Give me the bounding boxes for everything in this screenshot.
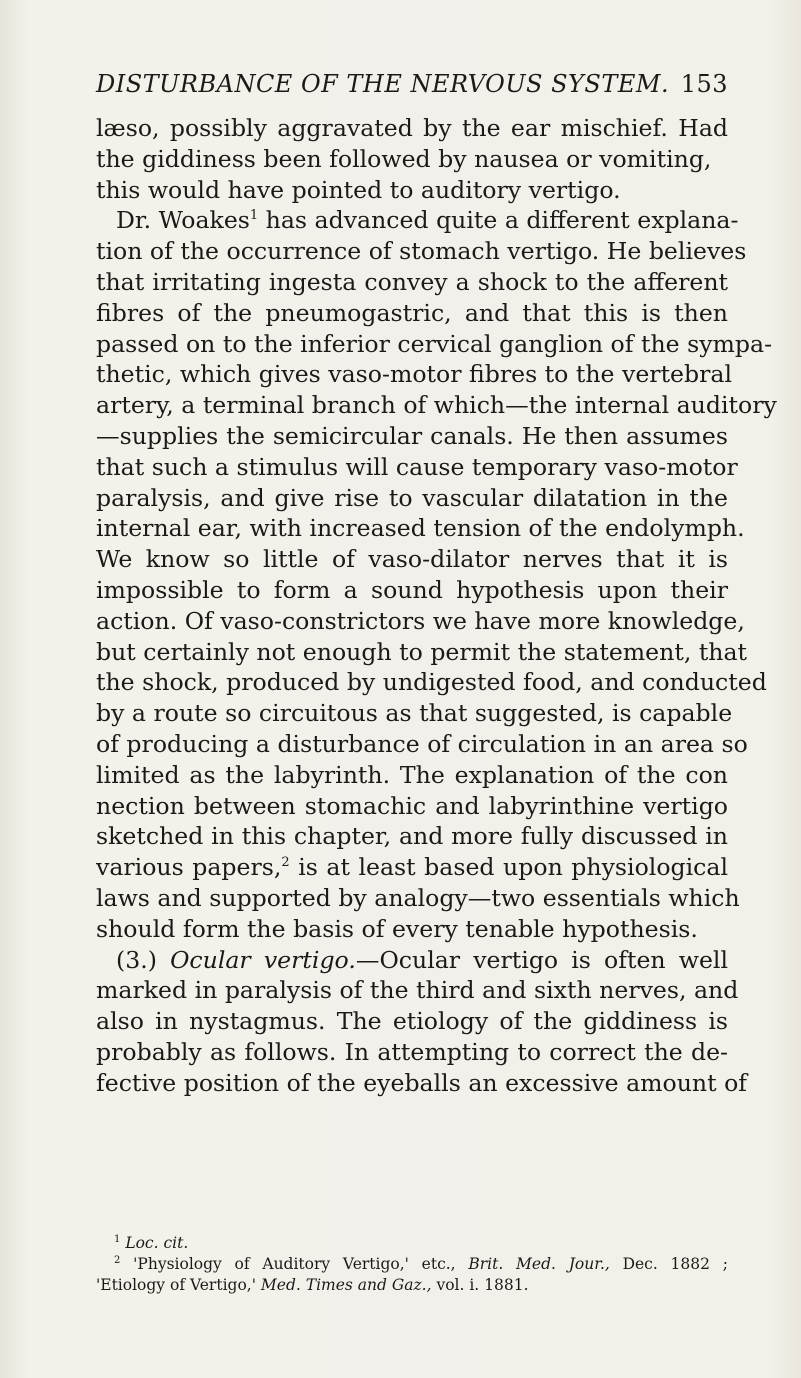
text-line: paralysis, and give rise to vascular dilatation in the bbox=[96, 483, 728, 512]
text-line: marked in paralysis of the third and sixth nerves, and bbox=[96, 976, 739, 1005]
text-line: limited as the labyrinth. The explanation of the con bbox=[96, 760, 728, 789]
footnote-2-continued: 'Etiology of Vertigo,' Med. Times and Gaz., vol. i. 1881. bbox=[96, 1276, 529, 1294]
footnote-1: $^1$ Loc. cit. bbox=[114, 1233, 189, 1252]
text-line: fibres of the pneumogastric, and that this is then bbox=[96, 298, 728, 327]
text-line: probably as follows. In attempting to correct the de- bbox=[96, 1037, 728, 1066]
text-line: tion of the occurrence of stomach vertigo. He believes bbox=[96, 237, 747, 266]
text-line: impossible to form a sound hypothesis upon their bbox=[96, 575, 728, 604]
footnote-reference: 2 bbox=[281, 855, 290, 871]
section-heading: Ocular vertigo. bbox=[170, 945, 356, 974]
text-line: artery, a terminal branch of which—the internal auditory bbox=[96, 391, 777, 420]
text-line: of producing a disturbance of circulation in an area so bbox=[96, 729, 748, 758]
page-number: 153 bbox=[680, 70, 728, 98]
running-title: DISTURBANCE OF THE NERVOUS SYSTEM. bbox=[96, 70, 670, 98]
text-line: nection between stomachic and labyrinthine vertigo bbox=[96, 791, 728, 820]
text-line: (3.) Ocular vertigo.—Ocular vertigo is often well bbox=[116, 945, 729, 974]
text-line: should form the basis of every tenable hypothesis. bbox=[96, 914, 698, 943]
text-line: that irritating ingesta convey a shock to the afferent bbox=[96, 267, 728, 296]
text-line: læso, possibly aggravated by the ear mischief. Had bbox=[96, 114, 728, 142]
text-line: We know so little of vaso-dilator nerves that it is bbox=[96, 545, 728, 574]
footnote-reference: 1 bbox=[249, 208, 259, 224]
text-line: the shock, produced by undigested food, and conducted bbox=[96, 668, 767, 697]
text-line: sketched in this chapter, and more fully discussed in bbox=[96, 822, 728, 851]
text-line: thetic, which gives vaso-motor fibres to the vertebral bbox=[96, 360, 733, 389]
footnotes bbox=[96, 1233, 728, 1296]
text-line: Dr. Woakes$^1$ has advanced quite a different explana- bbox=[116, 206, 739, 235]
footnote-2: $^2$ 'Physiology of Auditory Vertigo,' etc., Brit. Med. Jour., Dec. 1882 ; bbox=[114, 1254, 728, 1273]
text-line: internal ear, with increased tension of the endolymph. bbox=[96, 514, 745, 543]
page-header bbox=[96, 70, 728, 104]
text-line: the giddiness been followed by nausea or vomiting, bbox=[96, 144, 712, 173]
text-line: various papers,$^2$ is at least based upon physiological bbox=[96, 853, 729, 882]
text-line: by a route so circuitous as that suggested, is capable bbox=[96, 699, 733, 728]
text-line: also in nystagmus. The etiology of the giddiness is bbox=[96, 1007, 728, 1036]
text-line: but certainly not enough to permit the statement, that bbox=[96, 637, 748, 666]
text-line: this would have pointed to auditory vertigo. bbox=[96, 175, 621, 204]
text-line: that such a stimulus will cause temporary vaso-motor bbox=[96, 452, 738, 481]
text-line: action. Of vaso-constrictors we have more knowledge, bbox=[96, 606, 745, 635]
text-line: —supplies the semicircular canals. He then assumes bbox=[96, 421, 728, 450]
text-line: laws and supported by analogy—two essentials which bbox=[96, 883, 740, 912]
text-line: passed on to the inferior cervical ganglion of the sympa- bbox=[96, 329, 773, 358]
text-line: fective position of the eyeballs an excessive amount of bbox=[96, 1068, 748, 1097]
body-text bbox=[96, 113, 777, 1099]
